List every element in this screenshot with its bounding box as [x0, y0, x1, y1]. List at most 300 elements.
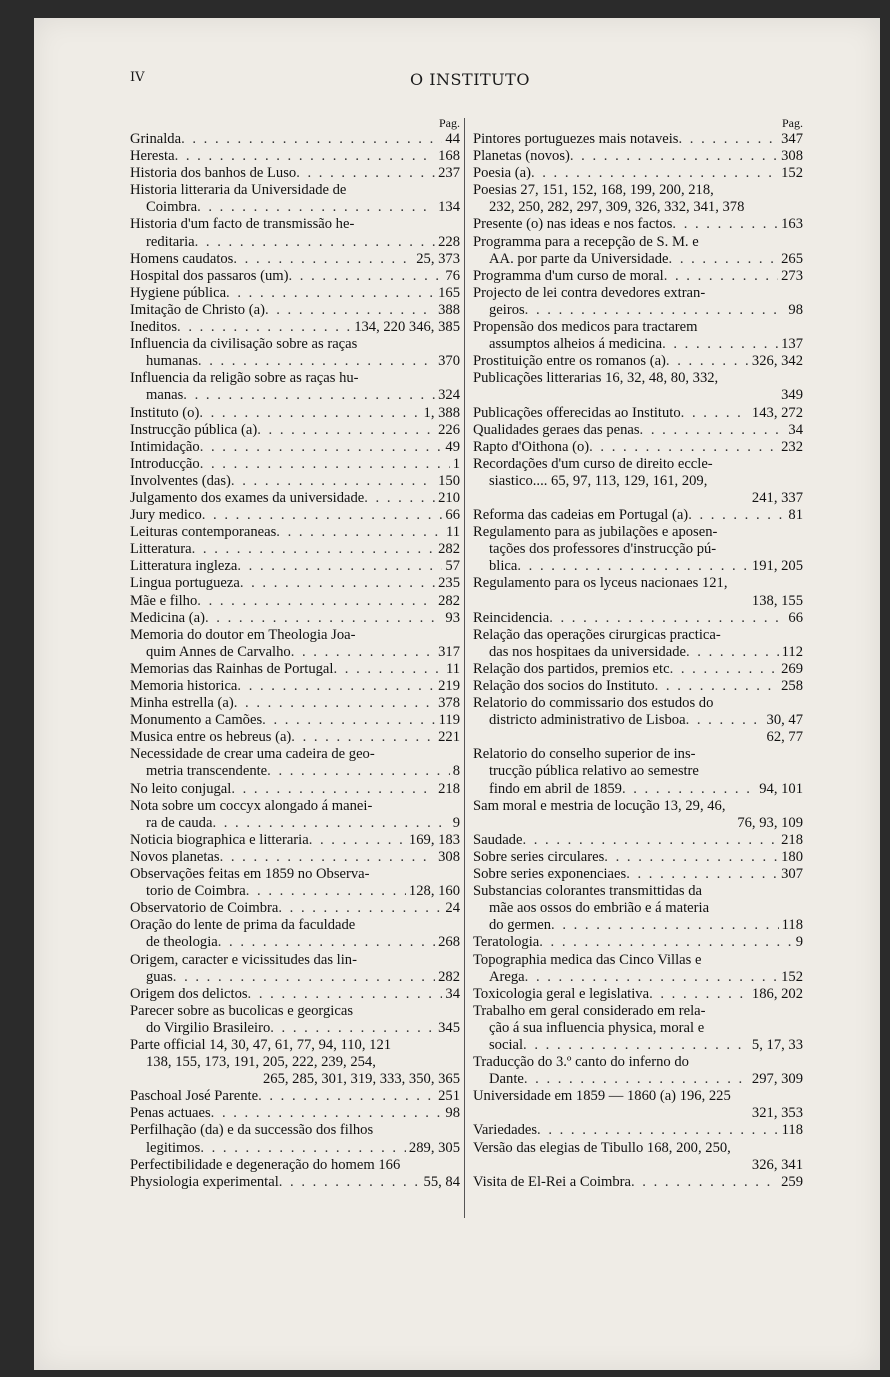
- index-entry: [130, 661, 460, 678]
- dot-leader: [539, 934, 792, 951]
- dot-leader: [181, 131, 442, 148]
- entry-title: Saudade: [473, 831, 523, 848]
- entry-text: Perfectibilidade e degeneração do homem 166: [130, 1156, 401, 1173]
- entry-pages: 1: [452, 455, 460, 472]
- entry-title: Historia dos banhos de Luso: [130, 165, 297, 182]
- entry-title: Reincidencia: [473, 609, 550, 626]
- index-entry-text: [473, 1054, 803, 1071]
- dot-leader: [205, 610, 442, 627]
- dot-leader: [278, 900, 442, 917]
- entry-title: Relação dos socios do Instituto: [473, 678, 655, 694]
- entry-pages: 218: [781, 831, 803, 848]
- entry-pages: 259: [781, 1173, 803, 1190]
- dot-leader: [262, 712, 436, 729]
- dot-leader: [197, 199, 435, 216]
- entry-title: social: [489, 1036, 524, 1053]
- entry-text: Poesias 27, 151, 152, 168, 199, 200, 218,: [473, 182, 714, 199]
- dot-leader: [234, 695, 435, 712]
- entry-text: 232, 250, 282, 297, 309, 326, 332, 341, 378: [489, 199, 745, 216]
- dot-leader: [688, 507, 785, 524]
- index-entry: [130, 439, 460, 456]
- entry-title: Sobre series exponenciaes: [473, 866, 627, 883]
- dot-leader: [198, 353, 435, 370]
- entry-pages: 282: [438, 968, 460, 985]
- page-title: O INSTITUTO: [410, 70, 530, 89]
- index-entry-text: [130, 1054, 460, 1071]
- index-entry-text: [473, 1140, 803, 1157]
- entry-pages: 232: [781, 438, 803, 455]
- dot-leader: [669, 251, 779, 268]
- index-entry-continuation: [473, 644, 803, 661]
- entry-title: Pintores portuguezes mais notaveis: [473, 131, 679, 147]
- dot-leader: [640, 422, 786, 439]
- index-entry: [130, 490, 460, 507]
- entry-pages: 8: [452, 763, 460, 780]
- entry-title: Mãe e filho: [130, 592, 198, 609]
- dot-leader: [199, 405, 420, 422]
- entry-text: Trabalho em geral considerado em rela-: [473, 1002, 706, 1019]
- entry-title: Minha estrella (a): [130, 695, 234, 712]
- entry-pages: 55, 84: [423, 1173, 460, 1190]
- entry-pages: 44: [445, 131, 460, 147]
- entry-pages: 118: [781, 1122, 803, 1139]
- entry-title: geiros: [489, 301, 525, 318]
- entry-pages: 150: [438, 472, 460, 489]
- index-entry: [130, 456, 460, 473]
- entry-title: AA. por parte da Universidade: [489, 250, 669, 267]
- index-entry: [473, 934, 803, 951]
- entry-title: Origem dos delictos: [130, 985, 248, 1002]
- entry-pages: 219: [438, 678, 460, 694]
- entry-pages: 152: [781, 165, 803, 182]
- index-entry: [473, 422, 803, 439]
- entry-title: Leituras contemporaneas: [130, 524, 277, 541]
- entry-title: torio de Coimbra: [146, 883, 246, 900]
- index-entry: [130, 558, 460, 575]
- dot-leader: [218, 934, 435, 951]
- index-entry: [130, 268, 460, 285]
- index-entry-continuation: [130, 815, 460, 832]
- entry-title: Musica entre os hebreus (a): [130, 729, 292, 746]
- entry-title: Medicina (a): [130, 609, 205, 626]
- entry-pages: 134: [438, 199, 460, 216]
- dot-leader: [267, 763, 450, 780]
- entry-pages: 218: [438, 780, 460, 797]
- index-entry: [130, 781, 460, 798]
- index-entry-text: [130, 1157, 460, 1174]
- entry-pages: 347: [781, 131, 803, 147]
- entry-title: Programma d'um curso de moral: [473, 267, 664, 284]
- index-entry-continuation: [473, 1071, 803, 1088]
- entry-text: Perfilhação (da) e da successão dos filhos: [130, 1122, 374, 1139]
- entry-text: Regulamento para os lyceus nacionaes 121,: [473, 575, 728, 592]
- entry-title: Coimbra: [146, 199, 198, 216]
- dot-leader: [522, 832, 778, 849]
- dot-leader: [248, 986, 443, 1003]
- entry-pages: 98: [788, 301, 803, 318]
- dot-leader: [686, 644, 779, 661]
- index-entry-text: [130, 798, 460, 815]
- entry-pages: 326, 342: [751, 353, 803, 370]
- dot-leader: [525, 969, 778, 986]
- index-entry: [130, 695, 460, 712]
- index-entry-text: [473, 199, 803, 216]
- entry-pages: 112: [781, 643, 803, 660]
- entry-pages: 308: [438, 848, 460, 865]
- entry-text: Propensão dos medicos para tractarem: [473, 319, 698, 336]
- dot-leader: [212, 815, 449, 832]
- entry-title: reditaria: [146, 233, 195, 250]
- entry-title: Teratologia: [473, 934, 540, 951]
- entry-title: Penas actuaes: [130, 1105, 211, 1122]
- index-entry: [130, 729, 460, 746]
- entry-pages: 269: [781, 660, 803, 677]
- dot-leader: [525, 302, 786, 319]
- entry-title: de theologia: [146, 934, 218, 951]
- index-entry-text: [473, 763, 803, 780]
- dot-leader: [664, 268, 778, 285]
- entry-title: Publicações offerecidas ao Instituto: [473, 404, 681, 421]
- dot-leader: [549, 610, 785, 627]
- entry-text: Recordações d'um curso de direito eccle-: [473, 455, 713, 472]
- entry-title: Heresta: [130, 148, 175, 165]
- entry-title: ra de cauda: [146, 814, 213, 831]
- entry-pages: 94, 101: [759, 780, 803, 797]
- index-entry: [130, 678, 460, 695]
- entry-text: Influencia da civilisação sobre as raças: [130, 336, 358, 353]
- index-entry: [473, 216, 803, 233]
- dot-leader: [231, 781, 435, 798]
- entry-title: quim Annes de Carvalho: [146, 643, 291, 660]
- entry-pages-continuation: 241, 337: [751, 489, 803, 506]
- dot-leader: [296, 165, 435, 182]
- entry-pages: 25, 373: [416, 250, 460, 267]
- entry-title: Hygiene pública: [130, 284, 227, 301]
- entry-text: Topographia medica das Cinco Villas e: [473, 951, 702, 968]
- entry-pages: 5, 17, 33: [751, 1036, 803, 1053]
- entry-text: mãe aos ossos do embrião e á materia: [489, 900, 710, 917]
- dot-leader: [270, 1020, 435, 1037]
- entry-text: Parte official 14, 30, 47, 61, 77, 94, 110, 121: [130, 1036, 392, 1053]
- index-entry-continuation: [473, 251, 803, 268]
- entry-pages: 168: [438, 148, 460, 165]
- entry-pages: 180: [781, 848, 803, 865]
- entry-title: Introducção: [130, 455, 200, 472]
- entry-title: Arega: [489, 968, 525, 985]
- entry-pages: 265: [781, 250, 803, 267]
- entry-pages: 258: [781, 678, 803, 694]
- entry-pages: 137: [781, 336, 803, 353]
- entry-title: Rapto d'Oithona (o): [473, 438, 590, 455]
- entry-title: legitimos: [146, 1139, 201, 1156]
- dot-leader: [240, 575, 435, 592]
- dot-leader: [333, 661, 442, 678]
- entry-pages: 57: [445, 558, 460, 575]
- index-entry: [130, 165, 460, 182]
- entry-title: Presente (o) nas ideas e nos factos: [473, 216, 673, 233]
- index-entry: [130, 610, 460, 627]
- entry-pages: 289, 305: [408, 1139, 460, 1156]
- index-entry: [130, 131, 460, 148]
- dot-leader: [175, 148, 436, 165]
- entry-title: Lingua portugueza: [130, 575, 240, 592]
- dot-leader: [686, 712, 764, 729]
- entry-text: Origem, caracter e vicissitudes das lin-: [130, 951, 357, 968]
- dot-leader: [265, 302, 435, 319]
- dot-leader: [679, 131, 779, 148]
- index-entry-text: [473, 456, 803, 473]
- index-entry-continuation: [473, 917, 803, 934]
- index-entry-text: [130, 627, 460, 644]
- index-entry: [130, 593, 460, 610]
- index-entry: [473, 832, 803, 849]
- entry-title: do germen: [489, 917, 552, 934]
- entry-text: Publicações litterarias 16, 32, 48, 80, 332,: [473, 370, 719, 387]
- entry-title: Intimidação: [130, 438, 200, 455]
- entry-title: Visita de El-Rei a Coimbra: [473, 1173, 631, 1190]
- entry-title: Prostituição entre os romanos (a): [473, 353, 666, 370]
- index-entry: [473, 1174, 803, 1191]
- index-entry-text: [473, 575, 803, 592]
- entry-pages: 345: [438, 1019, 460, 1036]
- entry-pages: 273: [781, 267, 803, 284]
- index-entry-text: [130, 952, 460, 969]
- index-entry: [130, 473, 460, 490]
- index-entry: [130, 422, 460, 439]
- entry-pages: 251: [438, 1088, 460, 1105]
- index-entry-text: [130, 866, 460, 883]
- entry-pages: 186, 202: [751, 985, 803, 1002]
- entry-title: manas: [146, 387, 184, 404]
- entry-pages: 268: [438, 934, 460, 951]
- index-entry: [130, 541, 460, 558]
- dot-leader: [570, 148, 778, 165]
- entry-text: 138, 155, 173, 191, 205, 222, 239, 254,: [146, 1054, 376, 1071]
- index-entry: [473, 165, 803, 182]
- entry-pages: 307: [781, 866, 803, 883]
- dot-leader: [237, 558, 442, 575]
- entry-pages-continuation: 349: [781, 387, 803, 404]
- dot-leader: [177, 319, 351, 336]
- entry-pages: 119: [438, 712, 460, 729]
- entry-pages: 226: [438, 421, 460, 438]
- entry-title: Novos planetas: [130, 848, 220, 865]
- dot-leader: [622, 781, 756, 798]
- entry-title: Toxicologia geral e legislativa: [473, 985, 650, 1002]
- index-entry: [130, 319, 460, 336]
- index-entry-continuation: [130, 199, 460, 216]
- dot-leader: [309, 832, 406, 849]
- entry-text: Historia litteraria da Universidade de: [130, 182, 347, 199]
- index-entry-text: [130, 917, 460, 934]
- entry-pages-continuation: 62, 77: [766, 729, 803, 746]
- entry-text: trucção pública relativo ao semestre: [489, 763, 699, 780]
- dot-leader: [537, 1122, 779, 1139]
- entry-title: Relação dos partidos, premios etc: [473, 660, 670, 677]
- index-entry-text: [473, 952, 803, 969]
- entry-title: guas: [146, 968, 173, 985]
- entry-text: Memoria do doutor em Theologia Joa-: [130, 626, 356, 643]
- entry-title: No leito conjugal: [130, 780, 232, 797]
- entry-text: Relatorio do conselho superior de ins-: [473, 746, 696, 763]
- entry-pages: 163: [781, 216, 803, 233]
- index-entry-continuation: [130, 883, 460, 900]
- dot-leader: [631, 1174, 778, 1191]
- index-entry: [130, 405, 460, 422]
- entry-title: Noticia biographica e litteraria: [130, 831, 309, 848]
- index-entry: [473, 405, 803, 422]
- index-entry: [473, 268, 803, 285]
- dot-leader: [681, 405, 749, 422]
- index-entry: [130, 986, 460, 1003]
- index-column-right: [473, 116, 803, 1191]
- entry-title: Qualidades geraes das penas: [473, 421, 640, 438]
- entry-title: Memoria historica: [130, 678, 238, 694]
- dot-leader: [257, 422, 435, 439]
- index-entry: [473, 131, 803, 148]
- entry-pages: 235: [438, 575, 460, 592]
- entry-pages: 165: [438, 284, 460, 301]
- index-entry-continuation: [473, 969, 803, 986]
- column-divider: [464, 118, 465, 1218]
- entry-pages: 308: [781, 148, 803, 165]
- entry-text: Projecto de lei contra devedores extran-: [473, 284, 706, 301]
- entry-pages: 388: [438, 301, 460, 318]
- entry-title: Julgamento dos exames da universidade: [130, 489, 365, 506]
- entry-pages: 191, 205: [751, 558, 803, 575]
- entry-text: Regulamento para as jubilações e aposen-: [473, 524, 718, 541]
- dot-leader: [589, 439, 778, 456]
- index-entry-text: [473, 285, 803, 302]
- entry-text: ção á sua influencia physica, moral e: [489, 1019, 705, 1036]
- dot-leader: [604, 849, 778, 866]
- index-entry: [473, 1122, 803, 1139]
- entry-pages: 237: [438, 165, 460, 182]
- index-entry: [130, 1088, 460, 1105]
- dot-leader: [237, 678, 435, 695]
- entry-title: Observatorio de Coimbra: [130, 900, 279, 917]
- dot-leader: [523, 1037, 749, 1054]
- entry-text: siastico.... 65, 97, 113, 129, 161, 209,: [489, 472, 708, 489]
- dot-leader: [200, 439, 443, 456]
- index-entry-text: [473, 182, 803, 199]
- index-entry: [473, 678, 803, 695]
- dot-leader: [258, 1088, 435, 1105]
- dot-leader: [649, 986, 749, 1003]
- dot-leader: [192, 541, 436, 558]
- entry-title: Ineditos: [130, 319, 178, 336]
- index-entry-continuation: [130, 763, 460, 780]
- index-entry-text: [130, 1122, 460, 1139]
- dot-leader: [524, 1071, 749, 1088]
- entry-text: Parecer sobre as bucolicas e georgicas: [130, 1002, 353, 1019]
- entry-pages: 370: [438, 353, 460, 370]
- dot-leader: [233, 251, 413, 268]
- entry-pages: 221: [438, 729, 460, 746]
- index-entry-continuation: [130, 1020, 460, 1037]
- entry-title: Grinalda: [130, 131, 182, 147]
- entry-text: Relação das operações cirurgicas practica-: [473, 626, 721, 643]
- entry-pages: 66: [445, 507, 460, 524]
- entry-pages: 34: [445, 985, 460, 1002]
- entry-text: Programma para a recepção de S. M. e: [473, 233, 699, 250]
- entry-title: do Virgilio Brasileiro: [146, 1019, 271, 1036]
- entry-title: Hospital dos passaros (um): [130, 267, 289, 284]
- entry-title: Litteratura: [130, 541, 192, 558]
- entry-text: Oração do lente de prima da faculdade: [130, 917, 356, 934]
- page-number: IV: [130, 70, 145, 85]
- entry-title: districto administrativo de Lisboa: [489, 712, 686, 729]
- dot-leader: [195, 234, 435, 251]
- index-entry-continuation: [130, 934, 460, 951]
- index-entry-continuation: [473, 558, 803, 575]
- dot-leader: [662, 336, 778, 353]
- page-header: [130, 70, 810, 94]
- index-entry: [473, 353, 803, 370]
- entry-pages: 317: [438, 643, 460, 660]
- entry-title: Poesia (a): [473, 165, 531, 182]
- entry-pages: 98: [445, 1105, 460, 1122]
- dot-leader: [226, 285, 435, 302]
- entry-title: Physiologia experimental: [130, 1173, 279, 1190]
- entry-text: Traducção do 3.º canto do inferno do: [473, 1054, 689, 1071]
- entry-title: Variedades: [473, 1122, 538, 1139]
- dot-leader: [672, 216, 778, 233]
- entry-pages: 169, 183: [408, 831, 460, 848]
- entry-title: Imitação de Christo (a): [130, 301, 265, 318]
- index-entry: [473, 507, 803, 524]
- index-entry-text: [473, 746, 803, 763]
- entry-title: Reforma das cadeias em Portugal (a): [473, 507, 689, 524]
- entry-pages: 282: [438, 592, 460, 609]
- pag-label: Pag.: [782, 116, 803, 130]
- entry-title: Memorias das Rainhas de Portugal: [130, 660, 334, 677]
- entry-pages: 9: [795, 934, 803, 951]
- entry-pages: 324: [438, 387, 460, 404]
- entry-text: tações dos professores d'instrucção pú-: [489, 541, 717, 558]
- index-entry-text: [473, 798, 803, 815]
- index-entry-text: [473, 1003, 803, 1020]
- index-entry-text: [473, 319, 803, 336]
- entry-pages: 81: [788, 507, 803, 524]
- dot-leader: [231, 473, 435, 490]
- entry-title: Homens caudatos: [130, 250, 234, 267]
- entry-text: Substancias colorantes transmittidas da: [473, 883, 702, 900]
- entry-title: Sobre series circulares: [473, 848, 605, 865]
- entry-pages: 66: [788, 609, 803, 626]
- entry-text: Nota sobre um coccyx alongado á manei-: [130, 797, 373, 814]
- entry-title: metria transcendente: [146, 763, 268, 780]
- dot-leader: [173, 969, 435, 986]
- dot-leader: [200, 456, 450, 473]
- entry-pages: 118: [781, 917, 803, 934]
- index-entry-text: [473, 234, 803, 251]
- dot-leader: [517, 558, 749, 575]
- entry-pages: 297, 309: [751, 1071, 803, 1088]
- entry-title: findo em abril de 1859: [489, 780, 622, 797]
- index-entry: [473, 610, 803, 627]
- entry-pages: 11: [445, 524, 460, 541]
- dot-leader: [291, 729, 435, 746]
- dot-leader: [291, 644, 435, 661]
- dot-leader: [276, 524, 443, 541]
- index-entry-text: [473, 695, 803, 712]
- index-entry-text: [130, 1003, 460, 1020]
- dot-leader: [670, 661, 779, 678]
- index-entry: [130, 832, 460, 849]
- index-entry-text: [473, 1020, 803, 1037]
- index-entry: [473, 148, 803, 165]
